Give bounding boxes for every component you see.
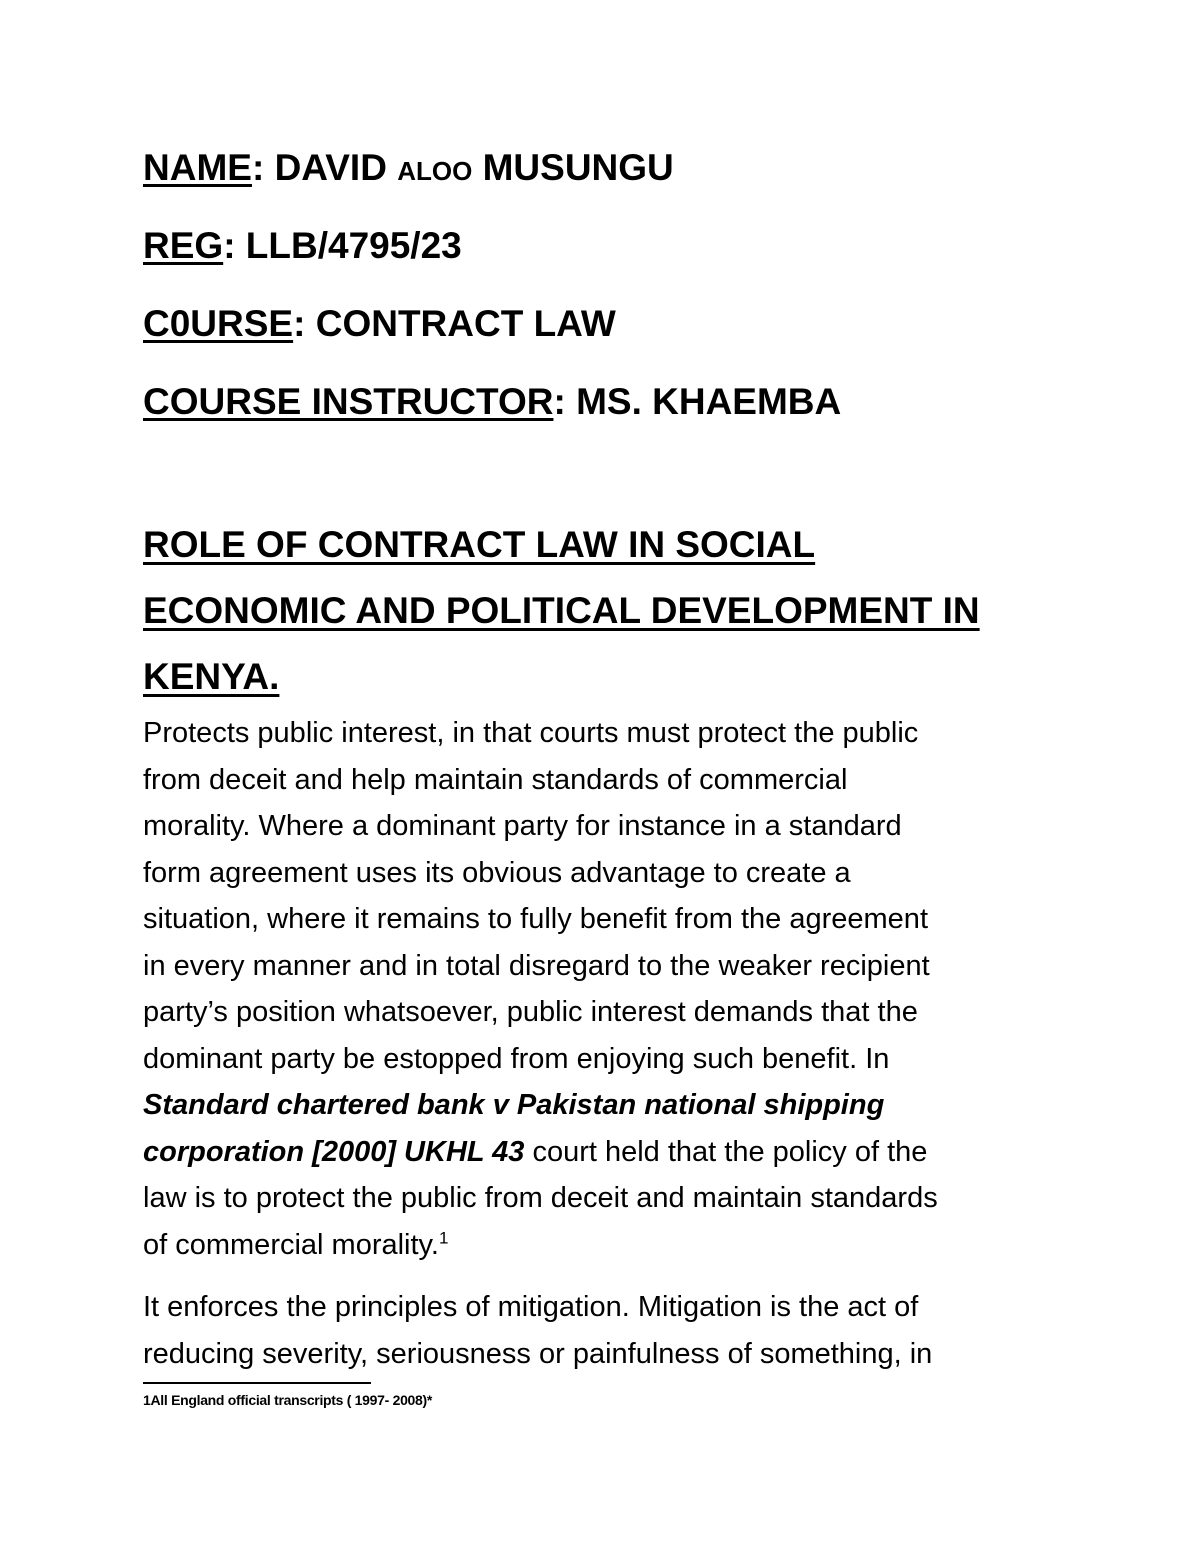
case-holding: court held that the policy of the — [524, 1135, 928, 1168]
paragraph-mitigation — [143, 1284, 1063, 1377]
title-line: KENYA. — [143, 656, 280, 697]
body-line — [143, 1129, 1063, 1176]
essay-title — [143, 512, 1063, 710]
separator: : — [251, 147, 275, 188]
instructor-line — [143, 382, 1093, 422]
reg-label: REG — [143, 225, 224, 266]
body-line: from deceit and help maintain standards of commercial — [143, 763, 848, 796]
footnote-text: 1All England official transcripts ( 1997- 2008)* — [143, 1392, 433, 1408]
case-citation: corporation [2000] UKHL 43 — [143, 1135, 525, 1168]
body-line: It enforces the principles of mitigation. Mitigation is the act of — [143, 1291, 919, 1323]
name-middle: ALOO — [397, 156, 473, 186]
separator: : — [553, 381, 577, 422]
reg-value: LLB/4795/23 — [245, 225, 462, 266]
name-first: DAVID — [274, 147, 387, 188]
body-line: law is to protect the public from deceit and maintain standards — [143, 1182, 938, 1214]
body-line: in every manner and in total disregard to the weaker recipient — [143, 949, 930, 982]
title-line: ECONOMIC AND POLITICAL DEVELOPMENT IN — [143, 590, 980, 631]
body-line: form agreement uses its obvious advantage to create a — [143, 856, 851, 889]
paragraph-public-interest — [143, 710, 1063, 1268]
name-label: NAME — [143, 147, 252, 188]
case-citation-line: Standard chartered bank v Pakistan national shipping — [143, 1089, 885, 1121]
separator: : — [293, 303, 316, 344]
footnote-reference[interactable]: 1 — [438, 1227, 449, 1247]
body-line — [143, 1222, 1063, 1269]
body-line: reducing severity, seriousness or painfulness of something, in — [143, 1337, 933, 1370]
body-text: of commercial morality. — [143, 1228, 439, 1261]
name-last: MUSUNGU — [482, 147, 674, 188]
essay-body — [143, 710, 1063, 1377]
footnote-divider — [143, 1382, 371, 1384]
body-line: party’s position whatsoever, public interest demands that the — [143, 996, 918, 1028]
reg-line — [143, 226, 1093, 266]
body-line: dominant party be estopped from enjoying such benefit. In — [143, 1042, 890, 1075]
body-line: Protects public interest, in that courts must protect the public — [143, 717, 919, 749]
paragraph-spacing — [143, 1268, 1063, 1284]
title-line: ROLE OF CONTRACT LAW IN SOCIAL — [143, 524, 816, 565]
course-label: C0URSE — [143, 303, 294, 344]
course-value: CONTRACT LAW — [315, 303, 616, 344]
name-line — [143, 148, 1093, 188]
instructor-label: COURSE INSTRUCTOR — [143, 381, 554, 422]
body-line: morality. Where a dominant party for instance in a standard — [143, 810, 902, 842]
course-line — [143, 304, 1093, 344]
instructor-value: MS. KHAEMBA — [576, 381, 842, 422]
body-line: situation, where it remains to fully benefit from the agreement — [143, 903, 928, 935]
student-details — [143, 148, 1093, 460]
separator: : — [223, 225, 246, 266]
